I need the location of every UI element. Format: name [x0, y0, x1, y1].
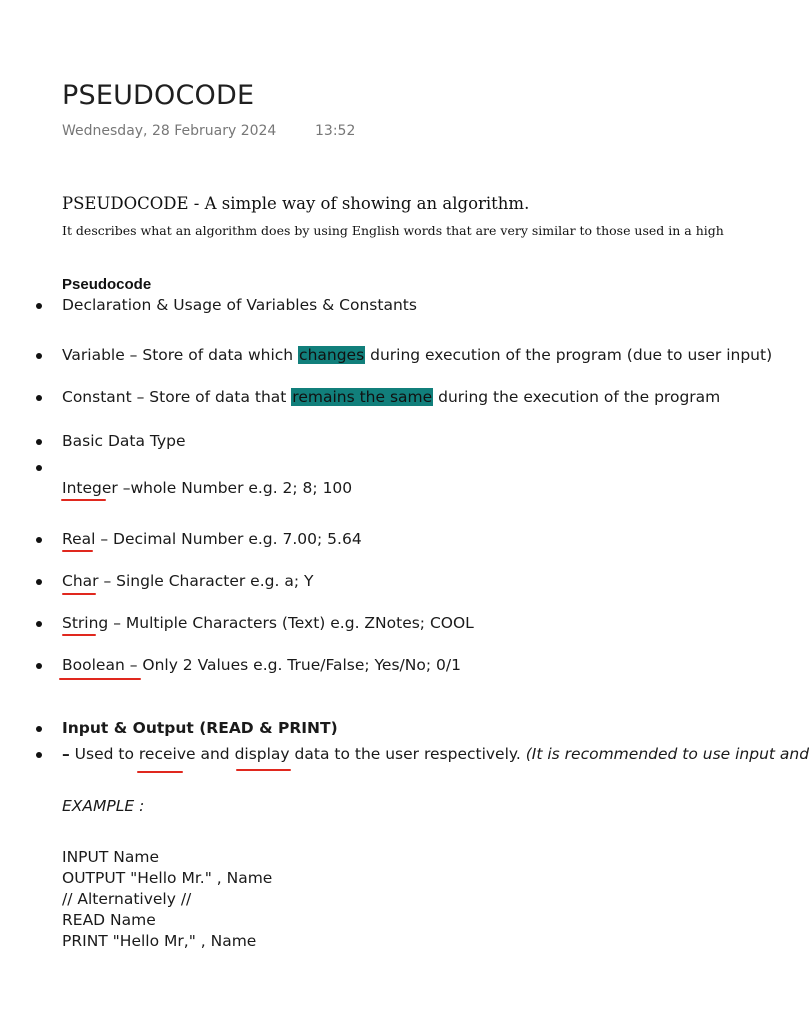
type-item-boolean	[62, 656, 461, 674]
bullet-icon	[36, 663, 42, 669]
page-time: 13:52	[315, 123, 356, 139]
ink-underline	[236, 769, 291, 771]
ink-underline	[62, 550, 93, 552]
io-heading: Input & Output (READ & PRINT)	[62, 719, 338, 737]
page-title: PSEUDOCODE	[62, 80, 255, 111]
example-line: READ Name	[62, 911, 156, 929]
variable-highlight: changes	[299, 346, 365, 364]
type-item-char	[62, 572, 313, 590]
variable-item	[62, 346, 772, 364]
type-name: Integer	[62, 479, 118, 497]
ink-underline	[59, 678, 141, 680]
bullet-icon	[36, 395, 42, 401]
bullet-icon	[36, 726, 42, 732]
basic-types-item: Basic Data Type	[62, 432, 186, 450]
bullet-icon	[36, 537, 42, 543]
example-line: // Alternatively //	[62, 890, 192, 908]
io-receive: receive	[138, 745, 196, 763]
ink-underline	[62, 634, 96, 636]
bullet-icon	[36, 752, 42, 758]
type-desc: – Only 2 Values e.g. True/False; Yes/No; 0/1	[124, 656, 461, 674]
io-note: (It is recommended to use input and	[525, 745, 809, 763]
type-item-integer	[62, 479, 352, 497]
bullet-icon	[36, 621, 42, 627]
ink-underline	[61, 499, 106, 501]
bullet-icon	[36, 439, 42, 445]
io-description	[62, 745, 809, 763]
type-name: Boolean	[62, 656, 125, 674]
type-name: Char	[62, 572, 99, 590]
type-item-string	[62, 614, 474, 632]
example-label: EXAMPLE :	[62, 797, 145, 815]
type-desc: – Multiple Characters (Text) e.g. ZNotes; COOL	[108, 614, 474, 632]
bullet-icon	[36, 579, 42, 585]
variable-text-after: during execution of the program (due to user input)	[365, 346, 773, 364]
constant-text-before: Constant – Store of data that	[62, 388, 292, 406]
constant-text-after: during the execution of the program	[433, 388, 721, 406]
type-desc: – Single Character e.g. a; Y	[98, 572, 314, 590]
section-heading: Pseudocode	[62, 276, 152, 293]
constant-item	[62, 388, 720, 406]
example-line: INPUT Name	[62, 848, 159, 866]
type-desc: –whole Number e.g. 2; 8; 100	[117, 479, 353, 497]
ink-underline	[137, 771, 183, 773]
io-text-b: and	[195, 745, 235, 763]
example-line: OUTPUT "Hello Mr." , Name	[62, 869, 273, 887]
intro-heading: PSEUDOCODE - A simple way of showing an algorithm.	[62, 194, 530, 213]
intro-body: It describes what an algorithm does by using English words that are very similar to those used in a high	[62, 223, 724, 238]
example-line: PRINT "Hello Mr," , Name	[62, 932, 257, 950]
constant-highlight: remains the same	[292, 388, 433, 406]
declaration-item: Declaration & Usage of Variables & Constants	[62, 296, 417, 314]
io-text-a: Used to	[69, 745, 139, 763]
bullet-icon	[36, 465, 42, 471]
type-name: Real	[62, 530, 96, 548]
ink-underline	[62, 593, 96, 595]
io-text-c: data to the user respectively.	[289, 745, 526, 763]
page-date: Wednesday, 28 February 2024	[62, 123, 277, 139]
type-name: String	[62, 614, 109, 632]
bullet-icon	[36, 353, 42, 359]
bullet-icon	[36, 303, 42, 309]
type-item-real	[62, 530, 362, 548]
variable-text-before: Variable – Store of data which	[62, 346, 299, 364]
type-desc: – Decimal Number e.g. 7.00; 5.64	[95, 530, 362, 548]
io-display: display	[234, 745, 290, 763]
io-dash: –	[62, 745, 70, 763]
